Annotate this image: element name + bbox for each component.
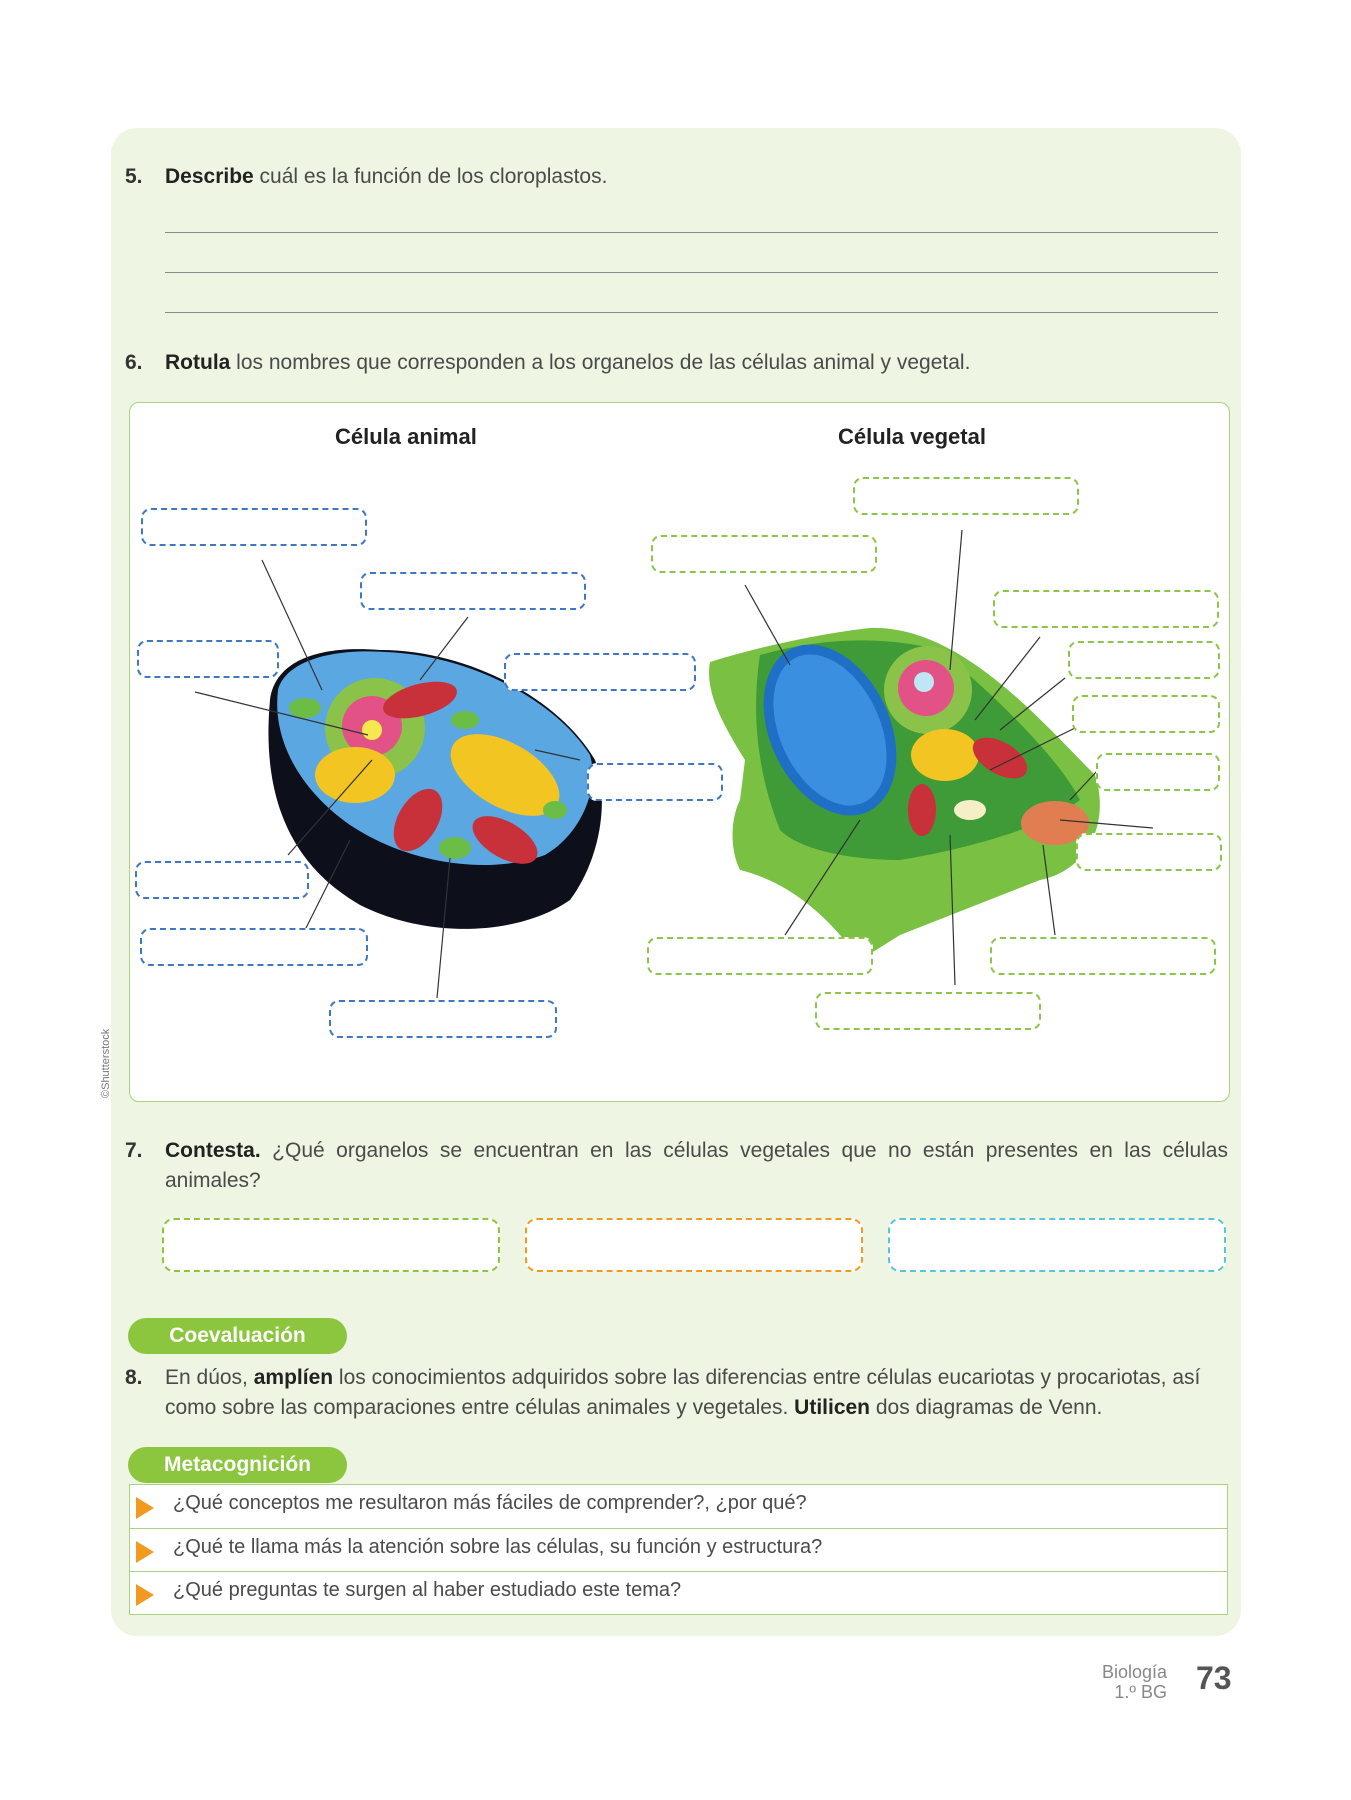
reflection-question: ¿Qué preguntas te surgen al haber estudiado este tema? <box>173 1579 682 1601</box>
play-arrow-icon <box>136 1584 154 1606</box>
question-text: ¿Qué organelos se encuentran en las células vegetales que no están presentes en las células animales? <box>165 1139 1228 1192</box>
metacognicion-tag: Metacognición <box>128 1447 347 1483</box>
plant-label-box[interactable] <box>1072 695 1220 733</box>
plant-label-box[interactable] <box>651 535 877 573</box>
list-item <box>130 1528 1227 1571</box>
animal-label-box[interactable] <box>137 640 279 678</box>
plant-label-box[interactable] <box>853 477 1079 515</box>
coevaluacion-tag: Coevaluación <box>128 1318 347 1354</box>
grade-level: 1.º BG <box>1114 1682 1167 1702</box>
animal-label-box[interactable] <box>140 928 368 966</box>
question-text: dos diagramas de Venn. <box>870 1396 1103 1419</box>
animal-label-box[interactable] <box>329 1000 557 1038</box>
plant-label-box[interactable] <box>993 590 1219 628</box>
question-number: 6. <box>125 351 143 374</box>
answer-box-cyan[interactable] <box>888 1218 1226 1272</box>
plant-label-box[interactable] <box>1068 641 1220 679</box>
question-verb: Rotula <box>165 351 231 374</box>
question-text: los nombres que corresponden a los organelos de las células animal y vegetal. <box>230 351 971 374</box>
question-verb: amplíen <box>253 1366 334 1389</box>
list-item <box>130 1485 1227 1528</box>
page-number: 73 <box>1196 1660 1232 1696</box>
animal-label-box[interactable] <box>504 653 696 691</box>
image-credit: ©Shutterstock <box>100 1028 112 1098</box>
question-number: 7. <box>125 1139 143 1162</box>
animal-label-box[interactable] <box>587 763 723 801</box>
question-verb: Utilicen <box>794 1396 871 1419</box>
animal-label-box[interactable] <box>360 572 586 610</box>
list-item <box>130 1571 1227 1614</box>
question-text: cuál es la función de los cloroplastos. <box>253 165 608 188</box>
answer-box-orange[interactable] <box>525 1218 863 1272</box>
question-verb: Contesta. <box>165 1139 261 1162</box>
question-text: En dúos, <box>165 1366 254 1389</box>
plant-cell-image <box>709 623 1100 960</box>
plant-label-box[interactable] <box>1076 833 1222 871</box>
question-8 <box>125 1363 1228 1423</box>
plant-label-box[interactable] <box>1096 753 1220 791</box>
question-7 <box>125 1136 1228 1196</box>
animal-cell-image <box>268 649 601 929</box>
metacognicion-list <box>129 1484 1228 1615</box>
plant-label-box[interactable] <box>647 937 873 975</box>
subject-name: Biología <box>1101 1662 1167 1682</box>
question-text: los conocimientos adquiridos sobre las diferencias entre células eucariotas y procariotas, así como sobre las comparaciones entre células animales y vegetales. <box>165 1366 1201 1419</box>
animal-label-box[interactable] <box>141 508 367 546</box>
question-verb: Describe <box>165 165 254 188</box>
play-arrow-icon <box>136 1497 154 1519</box>
reflection-question: ¿Qué conceptos me resultaron más fáciles de comprender?, ¿por qué? <box>173 1492 807 1514</box>
answer-box-green[interactable] <box>162 1218 500 1272</box>
question-number: 5. <box>125 165 143 188</box>
animal-label-box[interactable] <box>135 861 309 899</box>
plant-cell-title: Célula vegetal <box>838 424 986 449</box>
question-number: 8. <box>125 1366 143 1389</box>
plant-label-box[interactable] <box>990 937 1216 975</box>
animal-cell-title: Célula animal <box>335 424 477 449</box>
plant-label-box[interactable] <box>815 992 1041 1030</box>
footer-subject <box>1102 1662 1167 1702</box>
play-arrow-icon <box>136 1541 154 1563</box>
reflection-question: ¿Qué te llama más la atención sobre las células, su función y estructura? <box>173 1536 823 1558</box>
